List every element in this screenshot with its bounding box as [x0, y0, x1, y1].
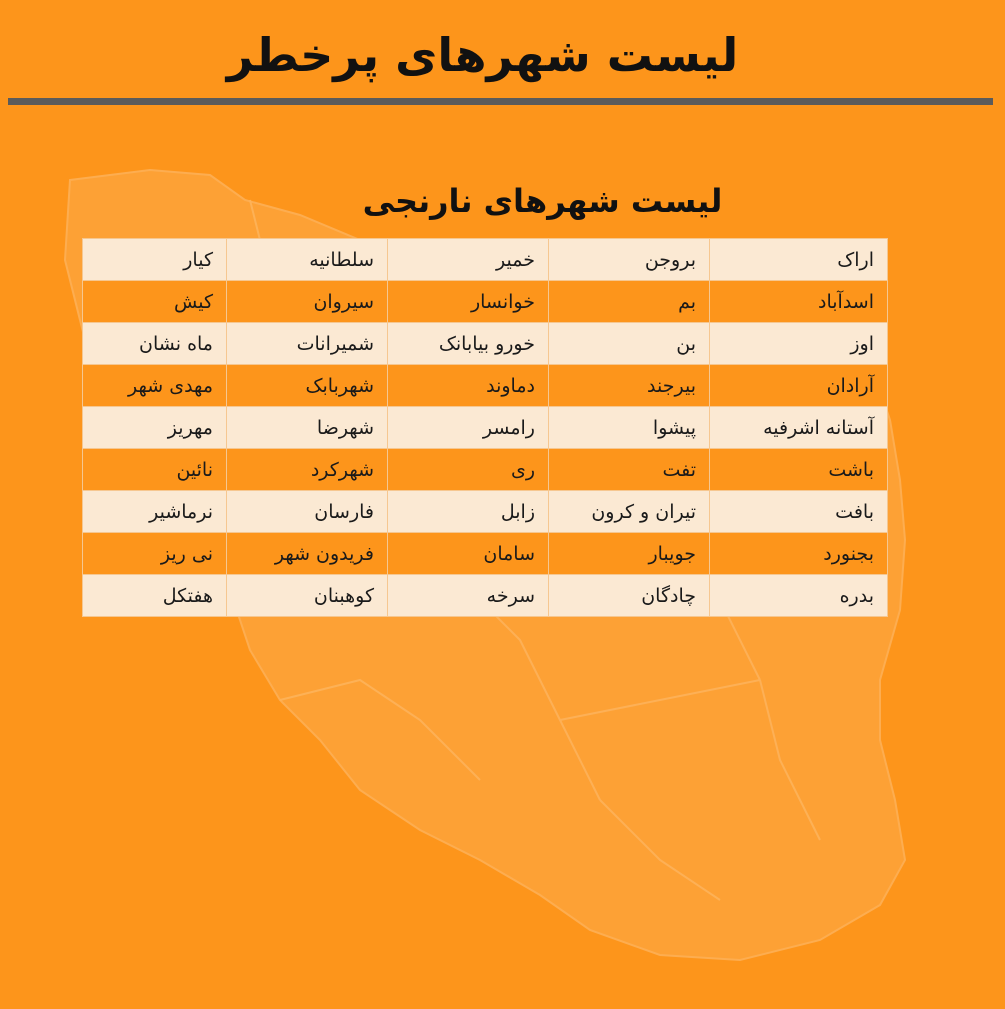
city-cell: اسدآباد	[710, 281, 888, 323]
city-cell: جویبار	[549, 533, 710, 575]
city-cell: نی ریز	[83, 533, 227, 575]
city-cell: تیران و کرون	[549, 491, 710, 533]
city-cell: خورو بیابانک	[388, 323, 549, 365]
table-row	[83, 239, 888, 281]
city-cell: بم	[549, 281, 710, 323]
city-cell: شهرکرد	[227, 449, 388, 491]
city-cell: بروجن	[549, 239, 710, 281]
city-cell: هفتکل	[83, 575, 227, 617]
city-cell: خمیر	[388, 239, 549, 281]
city-cell: آستانه اشرفیه	[710, 407, 888, 449]
city-cell: مهریز	[83, 407, 227, 449]
city-cell: بن	[549, 323, 710, 365]
city-cell: اراک	[710, 239, 888, 281]
city-cell: سیروان	[227, 281, 388, 323]
city-cell: فریدون شهر	[227, 533, 388, 575]
section-title	[0, 182, 1005, 220]
table-row	[83, 365, 888, 407]
city-cell: شمیرانات	[227, 323, 388, 365]
city-cell: کوهبنان	[227, 575, 388, 617]
city-cell: نائین	[83, 449, 227, 491]
city-cell: بیرجند	[549, 365, 710, 407]
city-cell: مهدی شهر	[83, 365, 227, 407]
table-row	[83, 407, 888, 449]
section-title-text: لیست شهرهای نارنجی	[362, 182, 723, 220]
city-cell: ماه نشان	[83, 323, 227, 365]
city-cell: شهرضا	[227, 407, 388, 449]
city-cell: فارسان	[227, 491, 388, 533]
city-cell: بافت	[710, 491, 888, 533]
table-row	[83, 575, 888, 617]
city-table-body	[83, 239, 888, 617]
city-cell: ری	[388, 449, 549, 491]
page-title	[0, 28, 1005, 82]
city-cell: آرادان	[710, 365, 888, 407]
city-cell: پیشوا	[549, 407, 710, 449]
city-cell: اوز	[710, 323, 888, 365]
city-cell: کیش	[83, 281, 227, 323]
header-divider	[8, 98, 993, 105]
city-table	[82, 238, 888, 617]
city-cell: کیار	[83, 239, 227, 281]
table-row	[83, 533, 888, 575]
city-cell: سرخه	[388, 575, 549, 617]
table-row	[83, 449, 888, 491]
city-cell: سلطانیه	[227, 239, 388, 281]
city-cell: نرماشیر	[83, 491, 227, 533]
city-cell: چادگان	[549, 575, 710, 617]
city-cell: سامان	[388, 533, 549, 575]
table-row	[83, 323, 888, 365]
city-cell: بجنورد	[710, 533, 888, 575]
city-cell: تفت	[549, 449, 710, 491]
table-row	[83, 491, 888, 533]
city-cell: زابل	[388, 491, 549, 533]
table-row	[83, 281, 888, 323]
page-title-text: لیست شهرهای پرخطر	[226, 28, 739, 82]
city-cell: بدره	[710, 575, 888, 617]
city-cell: رامسر	[388, 407, 549, 449]
city-cell: خوانسار	[388, 281, 549, 323]
city-cell: شهربابک	[227, 365, 388, 407]
city-cell: باشت	[710, 449, 888, 491]
city-cell: دماوند	[388, 365, 549, 407]
